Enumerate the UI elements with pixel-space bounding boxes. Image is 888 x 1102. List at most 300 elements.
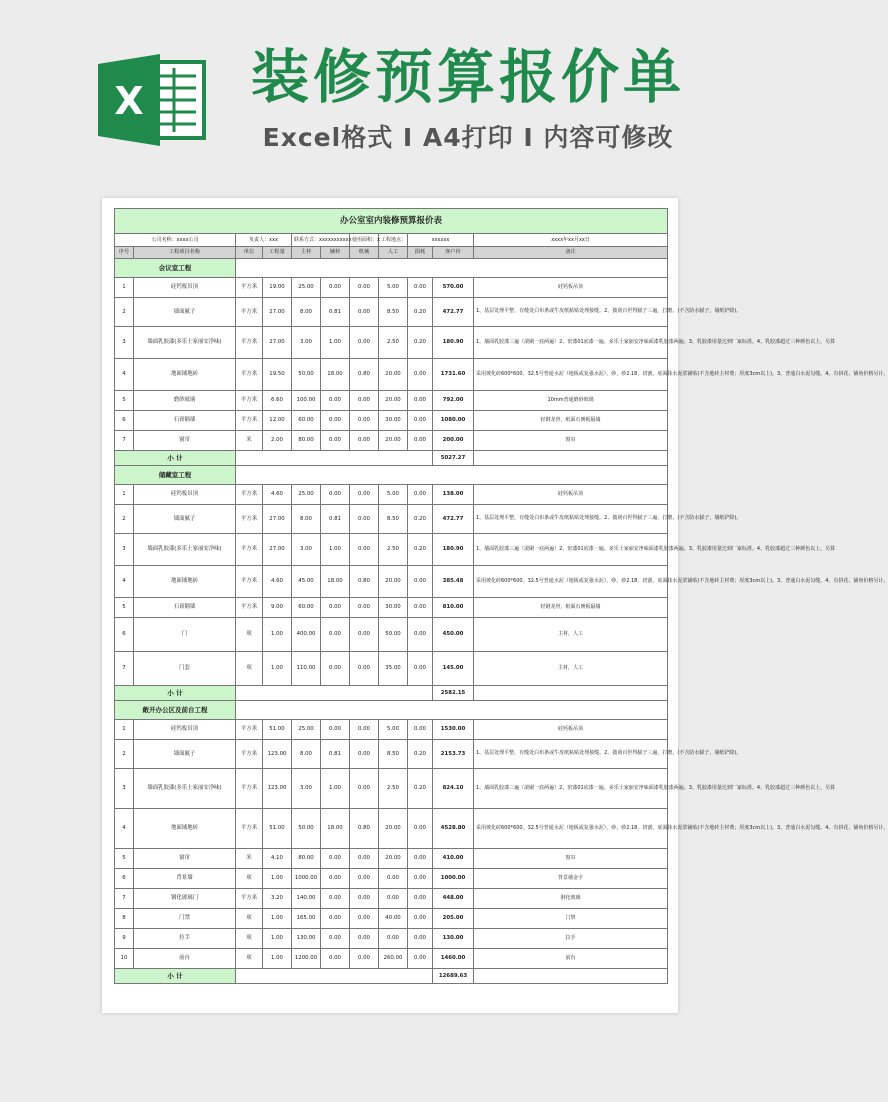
cell-损耗: 0.20 bbox=[408, 534, 433, 566]
section-blank bbox=[236, 701, 668, 720]
cell-人工: 20.00 bbox=[379, 849, 408, 869]
column-header-5: 辅材 bbox=[321, 247, 350, 259]
cell-损耗: 0.20 bbox=[408, 740, 433, 769]
table-row bbox=[115, 618, 668, 652]
cell-备注: 拉手 bbox=[474, 929, 668, 949]
cell-工程量: 51.00 bbox=[263, 809, 292, 849]
cell-客户价: 145.00 bbox=[433, 652, 474, 686]
cell-备注: 10mm普通磨砂玻璃 bbox=[474, 391, 668, 411]
cell-工程项目名称: 地面铺地砖 bbox=[134, 566, 236, 598]
cell-单位: 平方米 bbox=[236, 327, 263, 359]
cell-损耗: 0.00 bbox=[408, 720, 433, 740]
info-company: 公司名称：xxxx公司 bbox=[115, 234, 236, 247]
table-row bbox=[115, 652, 668, 686]
cell-序号: 7 bbox=[115, 889, 134, 909]
cell-人工: 8.50 bbox=[379, 740, 408, 769]
cell-机械: 0.80 bbox=[350, 359, 379, 391]
cell-辅材: 18.00 bbox=[321, 359, 350, 391]
cell-客户价: 138.00 bbox=[433, 485, 474, 505]
cell-辅材: 0.00 bbox=[321, 889, 350, 909]
cell-工程项目名称: 硅钙板吊顶 bbox=[134, 720, 236, 740]
table-row bbox=[115, 598, 668, 618]
cell-序号: 1 bbox=[115, 720, 134, 740]
excel-logo-icon bbox=[98, 54, 206, 146]
cell-机械: 0.00 bbox=[350, 278, 379, 298]
cell-备注: 1、墙面乳胶漆三遍（滚刷一底两遍）2、密漆01底漆一遍、多乐士家丽安净味面漆乳胶漆两遍。3、乳胶漆用量达到厂家标准。4、乳胶漆超过三种颜色以上，另算 bbox=[474, 534, 668, 566]
cell-主材: 60.00 bbox=[292, 598, 321, 618]
cell-辅材: 18.00 bbox=[321, 566, 350, 598]
table-row bbox=[115, 505, 668, 534]
cell-工程项目名称: 背景墙 bbox=[134, 869, 236, 889]
table-row bbox=[115, 869, 668, 889]
cell-备注: 1、基层处理平整，有缝处白布条或牛皮纸粘贴处理接缝。2、披刮百世得腻子三遍，打磨。(不含防水腻子，墙纸铲除)。 bbox=[474, 740, 668, 769]
cell-序号: 2 bbox=[115, 740, 134, 769]
cell-序号: 1 bbox=[115, 485, 134, 505]
cell-备注: 主材，人工 bbox=[474, 618, 668, 652]
cell-主材: 3.00 bbox=[292, 769, 321, 809]
cell-序号: 6 bbox=[115, 411, 134, 431]
cell-备注: 主材，人工 bbox=[474, 652, 668, 686]
cell-损耗: 0.00 bbox=[408, 809, 433, 849]
column-header-7: 人工 bbox=[379, 247, 408, 259]
cell-单位: 平方米 bbox=[236, 298, 263, 327]
cell-序号: 7 bbox=[115, 652, 134, 686]
cell-客户价: 180.90 bbox=[433, 534, 474, 566]
cell-人工: 40.00 bbox=[379, 909, 408, 929]
column-header-4: 主材 bbox=[292, 247, 321, 259]
subtotal-value: 12689.63 bbox=[433, 969, 474, 984]
cell-损耗: 0.00 bbox=[408, 909, 433, 929]
cell-工程量: 51.00 bbox=[263, 720, 292, 740]
cell-人工: 0.00 bbox=[379, 889, 408, 909]
cell-工程项目名称: 窗帘 bbox=[134, 849, 236, 869]
section-title: 敞开办公区及前台工程 bbox=[115, 701, 236, 720]
cell-主材: 165.00 bbox=[292, 909, 321, 929]
cell-机械: 0.00 bbox=[350, 720, 379, 740]
title-row bbox=[115, 209, 668, 234]
cell-工程量: 19.50 bbox=[263, 359, 292, 391]
cell-损耗: 0.20 bbox=[408, 769, 433, 809]
cell-备注: 硅钙板吊顶 bbox=[474, 278, 668, 298]
cell-工程项目名称: 门禁 bbox=[134, 909, 236, 929]
cell-机械: 0.00 bbox=[350, 298, 379, 327]
cell-工程项目名称: 墙面乳胶漆(多乐士家丽安净味) bbox=[134, 769, 236, 809]
cell-工程量: 27.00 bbox=[263, 298, 292, 327]
cell-序号: 5 bbox=[115, 849, 134, 869]
cell-人工: 5.00 bbox=[379, 720, 408, 740]
cell-工程量: 1.00 bbox=[263, 929, 292, 949]
cell-人工: 20.00 bbox=[379, 431, 408, 451]
cell-机械: 0.00 bbox=[350, 411, 379, 431]
cell-人工: 20.00 bbox=[379, 391, 408, 411]
cell-损耗: 0.00 bbox=[408, 598, 433, 618]
subtotal-row bbox=[115, 969, 668, 984]
cell-损耗: 0.00 bbox=[408, 849, 433, 869]
cell-客户价: 792.00 bbox=[433, 391, 474, 411]
cell-工程量: 6.60 bbox=[263, 391, 292, 411]
cell-客户价: 1080.00 bbox=[433, 411, 474, 431]
cell-辅材: 0.00 bbox=[321, 869, 350, 889]
cell-备注: 采用玻化砖600*600。32.5号普通水泥（地板或复强水泥），砂，砂2.18，切割。底面抹水泥浆铺贴(不含地砖主材费；厚度3cm以上)。3、普通白水泥勾缝。4、有拼花、铺角价格另计。 bbox=[474, 566, 668, 598]
table-row bbox=[115, 929, 668, 949]
table-row bbox=[115, 769, 668, 809]
subtotal-blank bbox=[236, 451, 433, 466]
cell-序号: 4 bbox=[115, 566, 134, 598]
main-title: 装修预算报价单 bbox=[250, 43, 685, 111]
column-header-8: 损耗 bbox=[408, 247, 433, 259]
cell-主材: 1000.00 bbox=[292, 869, 321, 889]
cell-主材: 80.00 bbox=[292, 849, 321, 869]
cell-工程项目名称: 窗帘 bbox=[134, 431, 236, 451]
info-owner: 负责人：xxx bbox=[236, 234, 292, 247]
column-header-6: 机械 bbox=[350, 247, 379, 259]
section-title: 会议室工程 bbox=[115, 259, 236, 278]
cell-工程项目名称: 前台 bbox=[134, 949, 236, 969]
cell-主材: 130.00 bbox=[292, 929, 321, 949]
cell-工程量: 123.00 bbox=[263, 740, 292, 769]
cell-工程项目名称: 墙面腻子 bbox=[134, 298, 236, 327]
cell-人工: 20.00 bbox=[379, 809, 408, 849]
cell-工程项目名称: 地面铺地砖 bbox=[134, 359, 236, 391]
cell-备注: 采用玻化砖600*600。32.5号普通水泥（地板或复强水泥），砂，砂2.18，切割。底面抹水泥浆铺贴(不含地砖主材费；厚度3cm以上)。3、普通白水泥勾缝。4、有拼花、铺角价格另计。 bbox=[474, 359, 668, 391]
table-row bbox=[115, 720, 668, 740]
subtotal-note bbox=[474, 969, 668, 984]
cell-机械: 0.00 bbox=[350, 769, 379, 809]
cell-人工: 50.00 bbox=[379, 618, 408, 652]
cell-损耗: 0.00 bbox=[408, 431, 433, 451]
cell-备注: 1、基层处理平整，有缝处白布条或牛皮纸粘贴处理接缝。2、披刮百世得腻子三遍，打磨。(不含防水腻子，墙纸铲除)。 bbox=[474, 298, 668, 327]
cell-人工: 20.00 bbox=[379, 566, 408, 598]
cell-工程项目名称: 地面铺地砖 bbox=[134, 809, 236, 849]
subtotal-label: 小 计 bbox=[115, 686, 236, 701]
cell-单位: 平方米 bbox=[236, 485, 263, 505]
cell-序号: 8 bbox=[115, 909, 134, 929]
cell-单位: 项 bbox=[236, 949, 263, 969]
cell-主材: 8.00 bbox=[292, 298, 321, 327]
column-header-1: 工程项目名称 bbox=[134, 247, 236, 259]
cell-单位: 平方米 bbox=[236, 505, 263, 534]
cell-机械: 0.00 bbox=[350, 652, 379, 686]
cell-客户价: 472.77 bbox=[433, 505, 474, 534]
cell-辅材: 0.00 bbox=[321, 618, 350, 652]
table-row bbox=[115, 359, 668, 391]
cell-工程项目名称: 门套 bbox=[134, 652, 236, 686]
subtotal-blank bbox=[236, 686, 433, 701]
cell-备注: 前台 bbox=[474, 949, 668, 969]
table-row bbox=[115, 949, 668, 969]
cell-工程项目名称: 硅钙板吊顶 bbox=[134, 278, 236, 298]
cell-客户价: 410.00 bbox=[433, 849, 474, 869]
cell-序号: 7 bbox=[115, 431, 134, 451]
cell-辅材: 0.00 bbox=[321, 929, 350, 949]
cell-机械: 0.00 bbox=[350, 598, 379, 618]
cell-辅材: 0.00 bbox=[321, 720, 350, 740]
cell-损耗: 0.00 bbox=[408, 929, 433, 949]
table-row bbox=[115, 740, 668, 769]
cell-备注: 轻钢龙骨，纸面石膏板隔墙 bbox=[474, 598, 668, 618]
cell-客户价: 2153.73 bbox=[433, 740, 474, 769]
cell-工程项目名称: 石膏隔墙 bbox=[134, 411, 236, 431]
section-row bbox=[115, 259, 668, 278]
cell-机械: 0.00 bbox=[350, 534, 379, 566]
cell-备注: 轻钢龙骨，纸面石膏板隔墙 bbox=[474, 411, 668, 431]
info-site-value: xxxxxx bbox=[408, 234, 474, 247]
cell-人工: 5.00 bbox=[379, 485, 408, 505]
cell-备注: 门禁 bbox=[474, 909, 668, 929]
cell-主材: 100.00 bbox=[292, 391, 321, 411]
info-area: 使用面积：x bbox=[350, 234, 379, 247]
subtotal-row bbox=[115, 451, 668, 466]
cell-单位: 项 bbox=[236, 618, 263, 652]
cell-单位: 平方米 bbox=[236, 278, 263, 298]
cell-辅材: 0.00 bbox=[321, 391, 350, 411]
cell-机械: 0.00 bbox=[350, 909, 379, 929]
cell-主材: 3.00 bbox=[292, 534, 321, 566]
cell-序号: 5 bbox=[115, 598, 134, 618]
cell-人工: 5.00 bbox=[379, 278, 408, 298]
cell-单位: 平方米 bbox=[236, 534, 263, 566]
cell-机械: 0.80 bbox=[350, 809, 379, 849]
cell-主材: 3.00 bbox=[292, 327, 321, 359]
cell-工程量: 1.00 bbox=[263, 618, 292, 652]
table-row bbox=[115, 391, 668, 411]
cell-序号: 5 bbox=[115, 391, 134, 411]
cell-工程项目名称: 墙面乳胶漆(多乐士家丽安净味) bbox=[134, 327, 236, 359]
cell-主材: 50.00 bbox=[292, 809, 321, 849]
sheet-title: 办公室室内装修预算报价表 bbox=[115, 209, 668, 234]
cell-主材: 8.00 bbox=[292, 505, 321, 534]
cell-工程项目名称: 墙面腻子 bbox=[134, 505, 236, 534]
cell-工程项目名称: 磨砂玻璃 bbox=[134, 391, 236, 411]
cell-客户价: 4528.80 bbox=[433, 809, 474, 849]
table-row bbox=[115, 566, 668, 598]
cell-序号: 6 bbox=[115, 869, 134, 889]
cell-主材: 400.00 bbox=[292, 618, 321, 652]
column-header-9: 客户价 bbox=[433, 247, 474, 259]
cell-损耗: 0.00 bbox=[408, 618, 433, 652]
cell-损耗: 0.00 bbox=[408, 485, 433, 505]
subtotal-label: 小 计 bbox=[115, 451, 236, 466]
cell-备注: 背景墙金字 bbox=[474, 869, 668, 889]
cell-序号: 3 bbox=[115, 327, 134, 359]
cell-工程项目名称: 石膏隔墙 bbox=[134, 598, 236, 618]
column-header-0: 序号 bbox=[115, 247, 134, 259]
cell-机械: 0.00 bbox=[350, 869, 379, 889]
cell-主材: 45.00 bbox=[292, 566, 321, 598]
banner bbox=[0, 0, 780, 190]
cell-工程项目名称: 墙面腻子 bbox=[134, 740, 236, 769]
cell-辅材: 0.81 bbox=[321, 298, 350, 327]
cell-序号: 4 bbox=[115, 809, 134, 849]
cell-损耗: 0.20 bbox=[408, 505, 433, 534]
cell-工程项目名称: 门 bbox=[134, 618, 236, 652]
cell-单位: 米 bbox=[236, 849, 263, 869]
cell-备注: 1、墙面乳胶漆三遍（滚刷一底两遍）2、密漆01底漆一遍、多乐士家丽安净味面漆乳胶漆两遍。3、乳胶漆用量达到厂家标准。4、乳胶漆超过三种颜色以上，另算 bbox=[474, 769, 668, 809]
cell-主材: 25.00 bbox=[292, 720, 321, 740]
cell-损耗: 0.20 bbox=[408, 298, 433, 327]
table-row bbox=[115, 431, 668, 451]
cell-序号: 3 bbox=[115, 534, 134, 566]
cell-备注: 钢化玻璃 bbox=[474, 889, 668, 909]
cell-人工: 20.00 bbox=[379, 359, 408, 391]
subtotal-blank bbox=[236, 969, 433, 984]
cell-机械: 0.00 bbox=[350, 505, 379, 534]
section-blank bbox=[236, 466, 668, 485]
cell-工程量: 12.00 bbox=[263, 411, 292, 431]
cell-单位: 平方米 bbox=[236, 359, 263, 391]
cell-损耗: 0.00 bbox=[408, 949, 433, 969]
cell-人工: 2.50 bbox=[379, 534, 408, 566]
cell-辅材: 18.00 bbox=[321, 809, 350, 849]
cell-机械: 0.00 bbox=[350, 889, 379, 909]
table-row bbox=[115, 327, 668, 359]
cell-辅材: 0.00 bbox=[321, 411, 350, 431]
cell-机械: 0.00 bbox=[350, 391, 379, 411]
cell-单位: 项 bbox=[236, 929, 263, 949]
cell-人工: 8.50 bbox=[379, 505, 408, 534]
cell-工程量: 27.00 bbox=[263, 534, 292, 566]
subtotal-row bbox=[115, 686, 668, 701]
cell-机械: 0.80 bbox=[350, 566, 379, 598]
cell-损耗: 0.00 bbox=[408, 889, 433, 909]
cell-人工: 30.00 bbox=[379, 411, 408, 431]
cell-机械: 0.00 bbox=[350, 849, 379, 869]
cell-人工: 8.50 bbox=[379, 298, 408, 327]
cell-单位: 项 bbox=[236, 909, 263, 929]
table-row bbox=[115, 889, 668, 909]
cell-单位: 项 bbox=[236, 652, 263, 686]
subtotal-note bbox=[474, 451, 668, 466]
cell-机械: 0.00 bbox=[350, 431, 379, 451]
cell-人工: 30.00 bbox=[379, 598, 408, 618]
cell-单位: 平方米 bbox=[236, 598, 263, 618]
cell-工程量: 1.00 bbox=[263, 652, 292, 686]
cell-机械: 0.00 bbox=[350, 327, 379, 359]
cell-辅材: 0.00 bbox=[321, 598, 350, 618]
cell-备注: 硅钙板吊顶 bbox=[474, 720, 668, 740]
cell-辅材: 0.00 bbox=[321, 431, 350, 451]
table-row bbox=[115, 849, 668, 869]
cell-客户价: 810.00 bbox=[433, 598, 474, 618]
cell-单位: 平方米 bbox=[236, 411, 263, 431]
cell-序号: 10 bbox=[115, 949, 134, 969]
cell-工程量: 4.60 bbox=[263, 566, 292, 598]
cell-主材: 25.00 bbox=[292, 485, 321, 505]
cell-机械: 0.00 bbox=[350, 740, 379, 769]
cell-辅材: 1.00 bbox=[321, 327, 350, 359]
cell-客户价: 385.48 bbox=[433, 566, 474, 598]
cell-客户价: 448.00 bbox=[433, 889, 474, 909]
cell-工程量: 9.00 bbox=[263, 598, 292, 618]
cell-辅材: 0.00 bbox=[321, 949, 350, 969]
cell-备注: 硅钙板吊顶 bbox=[474, 485, 668, 505]
cell-损耗: 0.00 bbox=[408, 566, 433, 598]
cell-工程量: 123.00 bbox=[263, 769, 292, 809]
cell-工程项目名称: 拉手 bbox=[134, 929, 236, 949]
cell-单位: 平方米 bbox=[236, 720, 263, 740]
cell-工程量: 4.60 bbox=[263, 485, 292, 505]
cell-单位: 米 bbox=[236, 431, 263, 451]
cell-单位: 平方米 bbox=[236, 391, 263, 411]
cell-客户价: 472.77 bbox=[433, 298, 474, 327]
cell-主材: 60.00 bbox=[292, 411, 321, 431]
cell-序号: 3 bbox=[115, 769, 134, 809]
cell-工程项目名称: 硅钙板吊顶 bbox=[134, 485, 236, 505]
cell-客户价: 570.00 bbox=[433, 278, 474, 298]
cell-辅材: 0.81 bbox=[321, 505, 350, 534]
cell-主材: 8.00 bbox=[292, 740, 321, 769]
cell-损耗: 0.00 bbox=[408, 869, 433, 889]
section-title: 储藏室工程 bbox=[115, 466, 236, 485]
cell-主材: 50.00 bbox=[292, 359, 321, 391]
cell-机械: 0.00 bbox=[350, 929, 379, 949]
cell-人工: 2.50 bbox=[379, 327, 408, 359]
cell-备注: 采用玻化砖600*600。32.5号普通水泥（地板或复强水泥），砂，砂2.18，切割。底面抹水泥浆铺贴(不含地砖主材费；厚度3cm以上)。3、普通白水泥勾缝。4、有拼花、铺角价格另计。 bbox=[474, 809, 668, 849]
cell-单位: 平方米 bbox=[236, 809, 263, 849]
section-blank bbox=[236, 259, 668, 278]
cell-损耗: 0.00 bbox=[408, 411, 433, 431]
cell-备注: 窗帘 bbox=[474, 849, 668, 869]
cell-主材: 25.00 bbox=[292, 278, 321, 298]
cell-辅材: 0.00 bbox=[321, 278, 350, 298]
cell-人工: 35.00 bbox=[379, 652, 408, 686]
cell-客户价: 1460.00 bbox=[433, 949, 474, 969]
cell-辅材: 0.00 bbox=[321, 485, 350, 505]
budget-table bbox=[114, 208, 888, 984]
subtotal-value: 2582.15 bbox=[433, 686, 474, 701]
table-row bbox=[115, 278, 668, 298]
cell-主材: 80.00 bbox=[292, 431, 321, 451]
logo-letter: X bbox=[114, 79, 144, 123]
column-header-2: 单位 bbox=[236, 247, 263, 259]
info-date: xxxx年xx月xx日 bbox=[474, 234, 668, 247]
cell-工程量: 1.00 bbox=[263, 909, 292, 929]
cell-序号: 1 bbox=[115, 278, 134, 298]
cell-机械: 0.00 bbox=[350, 949, 379, 969]
subtitle: Excel格式 I A4打印 I 内容可修改 bbox=[262, 123, 674, 152]
cell-人工: 2.50 bbox=[379, 769, 408, 809]
cell-辅材: 1.00 bbox=[321, 769, 350, 809]
cell-主材: 110.00 bbox=[292, 652, 321, 686]
cell-序号: 2 bbox=[115, 505, 134, 534]
cell-损耗: 0.00 bbox=[408, 359, 433, 391]
cell-客户价: 205.00 bbox=[433, 909, 474, 929]
cell-客户价: 130.00 bbox=[433, 929, 474, 949]
cell-辅材: 0.00 bbox=[321, 849, 350, 869]
cell-工程量: 19.00 bbox=[263, 278, 292, 298]
column-header-10: 备注 bbox=[474, 247, 668, 259]
cell-备注: 1、墙面乳胶漆三遍（滚刷一底两遍）2、密漆01底漆一遍、多乐士家丽安净味面漆乳胶漆两遍。3、乳胶漆用量达到厂家标准。4、乳胶漆超过三种颜色以上，另算 bbox=[474, 327, 668, 359]
cell-工程项目名称: 钢化玻璃门 bbox=[134, 889, 236, 909]
section-row bbox=[115, 466, 668, 485]
table-row bbox=[115, 411, 668, 431]
cell-工程量: 27.00 bbox=[263, 505, 292, 534]
section-row bbox=[115, 701, 668, 720]
subtotal-label: 小 计 bbox=[115, 969, 236, 984]
cell-人工: 0.00 bbox=[379, 929, 408, 949]
cell-序号: 6 bbox=[115, 618, 134, 652]
cell-工程量: 3.20 bbox=[263, 889, 292, 909]
cell-客户价: 1731.60 bbox=[433, 359, 474, 391]
excel-logo-graphic bbox=[98, 54, 206, 146]
table-row bbox=[115, 909, 668, 929]
cell-客户价: 1000.00 bbox=[433, 869, 474, 889]
table-row bbox=[115, 485, 668, 505]
table-row bbox=[115, 298, 668, 327]
cell-单位: 平方米 bbox=[236, 566, 263, 598]
cell-序号: 9 bbox=[115, 929, 134, 949]
cell-人工: 0.00 bbox=[379, 869, 408, 889]
